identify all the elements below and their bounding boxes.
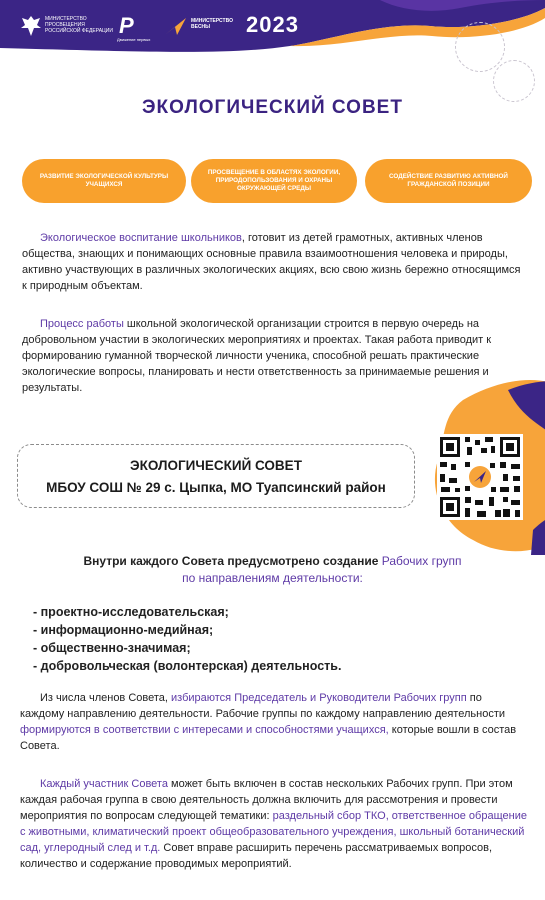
highlight-text: Рабочих групп [381, 554, 462, 568]
list-item: - информационно-медийная; [33, 623, 214, 637]
council-box-school: МБОУ СОШ № 29 с. Цыпка, МО Туапсинский район [46, 480, 386, 495]
body-text: Из числа членов Совета, [40, 692, 172, 704]
body-text: по каждому направлению деятельности. Рабочие группы по каждому направлению деятельности [20, 692, 505, 720]
council-box-title: ЭКОЛОГИЧЕСКИЙ СОВЕТ [130, 458, 302, 473]
body-text: Совет вправе расширить перечень рассматриваемых вопросов, количество и содержание проводимых мероприятий. [20, 842, 493, 870]
year-logo: 2023 [246, 12, 299, 37]
working-groups-intro [0, 553, 545, 587]
spring-logo [165, 14, 235, 40]
list-item: - проектно-исследовательская; [33, 605, 229, 619]
paragraph-eco-education [22, 230, 527, 294]
page-title: ЭКОЛОГИЧЕСКИЙ СОВЕТ [142, 97, 403, 118]
goal-pill-2: ПРОСВЕЩЕНИЕ В ОБЛАСТЯХ ЭКОЛОГИИ, ПРИРОДОПОЛЬЗОВАНИЯ И ОХРАНЫ ОКРУЖАЮЩЕЙ СРЕДЫ [191, 159, 357, 203]
highlight-text: Экологическое воспитание школьников [40, 232, 242, 244]
highlight-text: раздельный сбор ТКО, ответственное обращение с животными, климатический проект общеобразовательного учреждения, школьный ботанический сад, углеродный след и т.д. [20, 810, 527, 854]
body-text: может быть включен в состав нескольких Рабочих групп. При этом каждая рабочая группа в свою деятельность должна включить для рассмотрения и провести мероприятия по вопросам следующей тематики: [20, 778, 513, 822]
eagle-emblem-icon [20, 14, 42, 38]
movement-first-logo [117, 13, 159, 43]
directions-list [33, 603, 513, 675]
highlight-text: формируются в соответствии с интересами и способностями учащихся, [20, 724, 389, 736]
movement-first-letter: Р [119, 13, 134, 38]
intro-line-2: по направлениям деятельности: [182, 571, 363, 585]
ministry-logo [20, 14, 113, 40]
body-text: школьной экологической организации строится в первую очередь на добровольном участии в экологических мероприятиях и проектах. Такая работа приводит к формированию гуманной творческой личности ученика, способной решать практические экологические вопросы, планировать и нести ответственность за принимаемые решения и результаты. [22, 318, 492, 394]
movement-first-logo-text: Движение первых [117, 37, 151, 42]
decor-circle [493, 60, 535, 102]
paragraph-elections [20, 690, 527, 754]
goal-pill-1: РАЗВИТИЕ ЭКОЛОГИЧЕСКОЙ КУЛЬТУРЫ УЧАЩИХСЯ [22, 159, 186, 203]
spring-logo-text: МИНИСТЕРСТВО ВЕСНЫ [191, 18, 233, 30]
spring-star-icon [165, 16, 187, 36]
decor-circle [455, 22, 505, 72]
body-text: , готовит из детей грамотных, активных членов общества, знающих и понимающих основные правила взаимоотношения человека и природы, активно участвующих в различных экологических акциях, всю свою жизнь бережно относящимся к природным объектам. [22, 232, 521, 292]
highlight-text: Процесс работы [40, 318, 124, 330]
highlight-text: Каждый участник Совета [40, 778, 168, 790]
council-info-box [17, 444, 415, 508]
list-item: - общественно-значимая; [33, 641, 191, 655]
goal-pill-3: СОДЕЙСТВИЕ РАЗВИТИЮ АКТИВНОЙ ГРАЖДАНСКОЙ ПОЗИЦИИ [365, 159, 532, 203]
paragraph-participants [20, 776, 527, 872]
qr-code[interactable] [437, 434, 523, 520]
list-item: - добровольческая (волонтерская) деятельность. [33, 659, 342, 673]
body-text: которые вошли в состав Совета. [20, 724, 517, 752]
highlight-text: избираются Председатель и Руководители Рабочих групп [171, 692, 467, 704]
body-text: Внутри каждого Совета предусмотрено создание [83, 554, 382, 568]
intro-line-1 [0, 553, 545, 570]
ministry-logo-text: МИНИСТЕРСТВО ПРОСВЕЩЕНИЯ РОССИЙСКОЙ ФЕДЕРАЦИИ [45, 16, 113, 34]
